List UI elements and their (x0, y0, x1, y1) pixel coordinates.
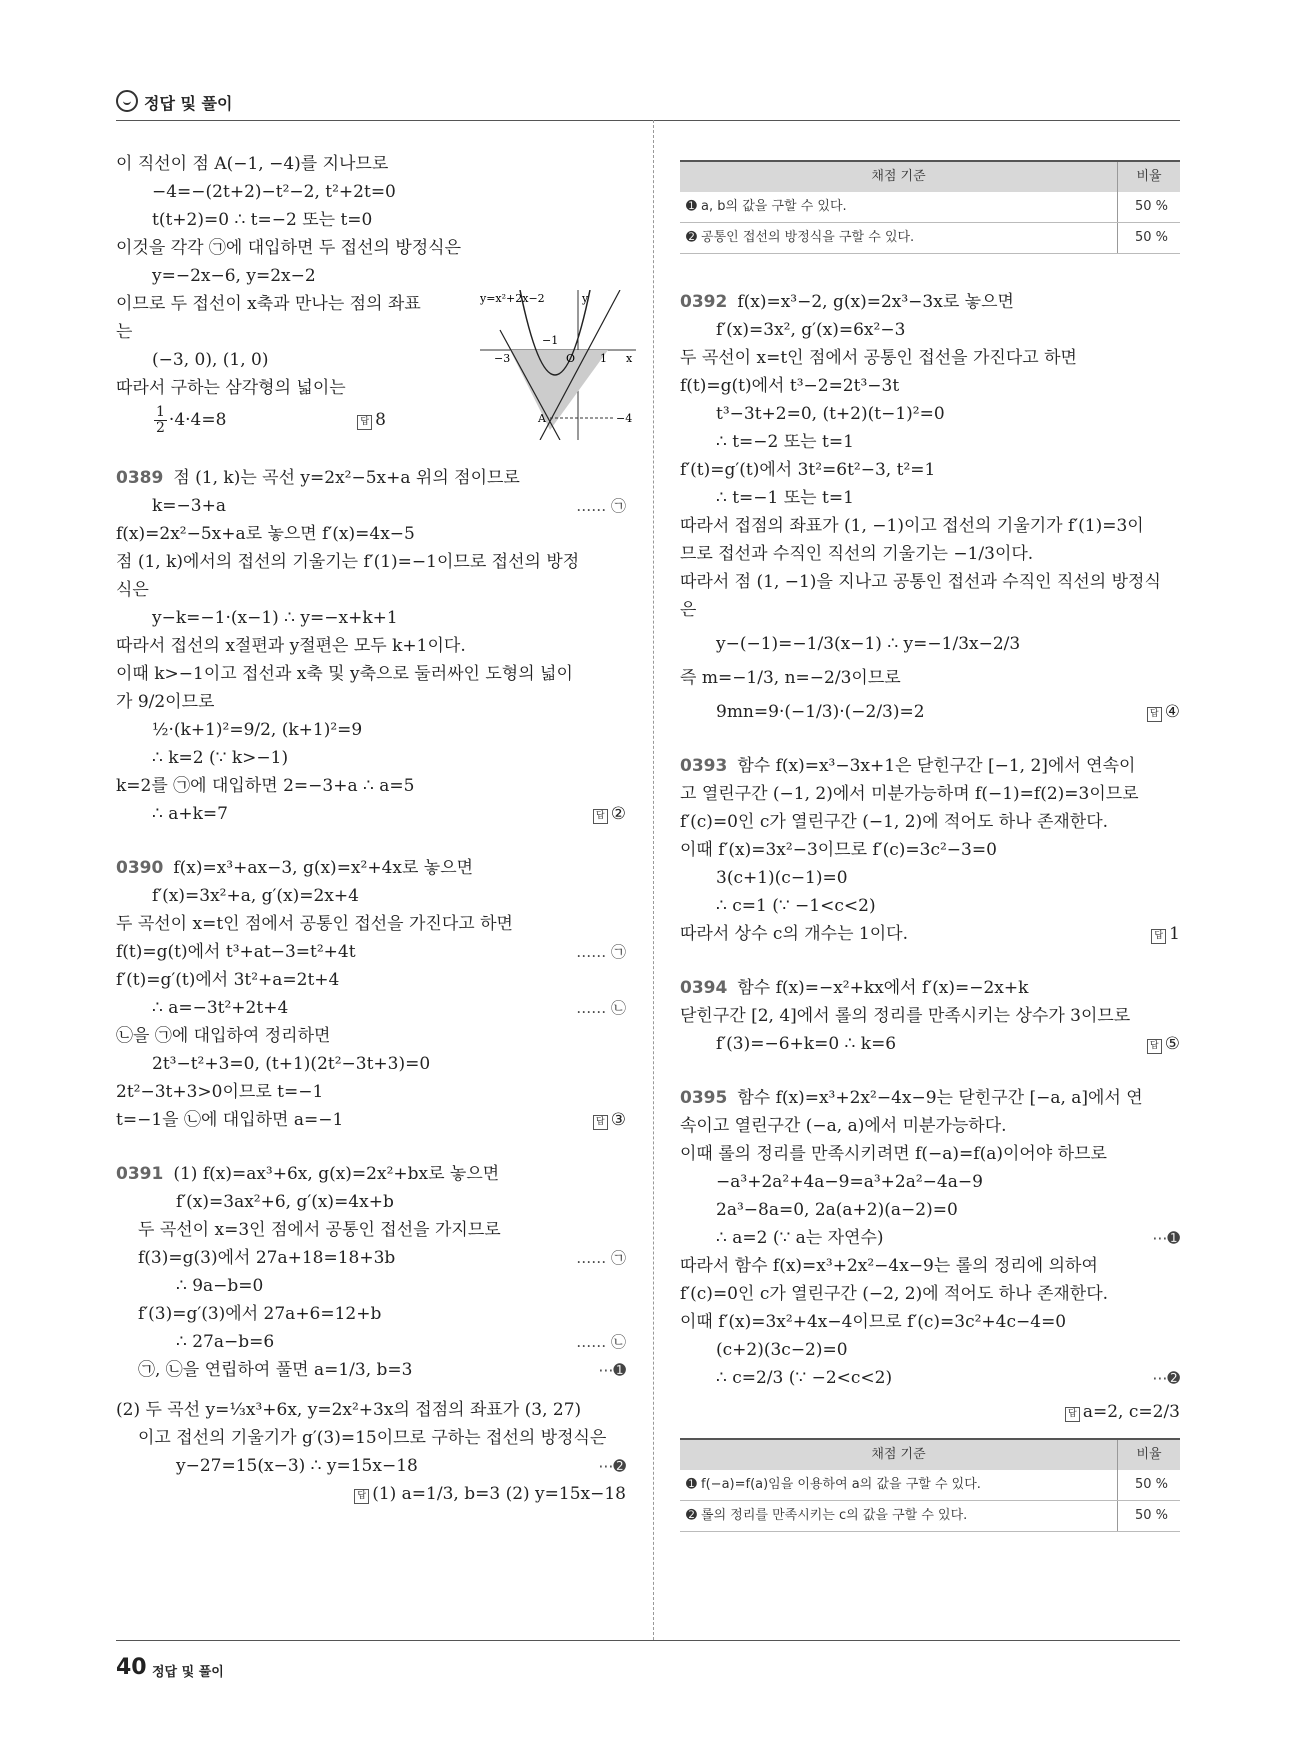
equation-marker: …… ㉠ (576, 497, 626, 515)
text-line: 2t³−t²+3=0, (t+1)(2t²−3t+3)=0 (152, 1054, 431, 1074)
table-cell: 채점 기준 (680, 161, 1118, 192)
text-span: …… ㉡ (576, 1333, 626, 1351)
footer-title: 정답 및 풀이 (152, 1665, 224, 1680)
text-span: 답 (354, 1489, 369, 1504)
text-line: y−(−1)=−1/3(x−1) ∴ y=−1/3x−2/3 (716, 634, 1021, 654)
text-span: k=−3+a (152, 496, 226, 516)
answer-text: (1) a=1/3, b=3 (2) y=15x−18 (372, 1484, 626, 1504)
text-span: 답 (1151, 929, 1166, 944)
origin-label: O (566, 352, 576, 365)
text-line: 이고 접선의 기울기가 g′(3)=15이므로 구하는 접선의 방정식은 (138, 1428, 607, 1448)
text-span: ⋯➋ (1152, 1369, 1180, 1387)
text-line: 2t²−3t+3>0이므로 t=−1 (116, 1082, 324, 1102)
text-span: …… ㉠ (576, 1249, 626, 1267)
text-line: f(t)=g(t)에서 t³−2=2t³−3t (680, 376, 900, 396)
table-row (680, 1439, 1180, 1470)
text-line: ½·(k+1)²=9/2, (k+1)²=9 (152, 720, 363, 740)
text-span: f(x)=x³−2, g(x)=2x³−3x로 놓으면 (737, 292, 1014, 312)
text-span: f(3)=g(3)에서 27a+18=18+3b (138, 1248, 396, 1268)
table-cell: ➊ f(−a)=f(a)임을 이용하여 a의 값을 구할 수 있다. (680, 1470, 1118, 1501)
table-row (680, 1470, 1180, 1501)
text-line: 이때 롤의 정리를 만족시키려면 f(−a)=f(a)이어야 하므로 (680, 1144, 1107, 1164)
text-line: ∴ t=−2 또는 t=1 (716, 432, 854, 452)
text-line (680, 1030, 1180, 1058)
problem-number: 0392 (680, 292, 728, 312)
text-line: 이때 f′(x)=3x²−3이므로 f′(c)=3c²−3=0 (680, 840, 997, 860)
text-line (116, 1452, 626, 1480)
text-line (116, 938, 626, 966)
problem-0393 (680, 752, 1180, 948)
tick-label: −1 (542, 334, 559, 347)
text-line: 3(c+1)(c−1)=0 (716, 868, 848, 888)
table-row (680, 1501, 1180, 1532)
tick-label: −4 (616, 412, 633, 425)
table-cell: 50 % (1118, 223, 1181, 254)
problem-0389 (116, 464, 626, 828)
table-cell: 50 % (1118, 192, 1181, 223)
text-span: ② (610, 804, 626, 824)
column-divider (653, 120, 654, 1640)
text-line (680, 698, 1180, 726)
answer-mark (357, 402, 386, 438)
text-line: 따라서 접점의 좌표가 (1, −1)이고 접선의 기울기가 f′(1)=3이 (680, 516, 1144, 536)
grading-table (680, 160, 1180, 254)
text-span: t=−1을 ㉡에 대입하면 a=−1 (116, 1110, 344, 1130)
mascot-icon (116, 90, 138, 112)
text-line: f(x)=2x²−5x+a로 놓으면 f′(x)=4x−5 (116, 524, 415, 544)
text-line: 이 직선이 점 A(−1, −4)를 지나므로 (116, 154, 389, 174)
page-header (116, 88, 1180, 121)
answer-mark (1151, 920, 1180, 948)
text-line: ∴ c=1 (∵ −1<c<2) (716, 896, 876, 916)
text-line: f′(x)=3ax²+6, g′(x)=4x+b (176, 1192, 394, 1212)
text-line: 점 (1, k)에서의 접선의 기울기는 f′(1)=−1이므로 접선의 방정 (116, 552, 580, 572)
text-span: ⋯➊ (598, 1361, 626, 1379)
answer-mark (593, 1106, 626, 1134)
answer-mark (593, 800, 626, 828)
text-line: f′(t)=g′(t)에서 3t²+a=2t+4 (116, 970, 340, 990)
text-line: 식은 (116, 580, 149, 600)
text-span: f(x)=x³+ax−3, g(x)=x²+4x로 놓으면 (173, 858, 474, 878)
text-span: ∴ a=2 (∵ a는 자연수) (716, 1228, 884, 1248)
table-row (680, 223, 1180, 254)
text-span: 따라서 상수 c의 개수는 1이다. (680, 924, 908, 944)
text-span: 9mn=9·(−1/3)·(−2/3)=2 (716, 702, 925, 722)
text-line (680, 1364, 1180, 1392)
text-line (116, 492, 626, 520)
table-cell: ➋ 공통인 접선의 방정식을 구할 수 있다. (680, 223, 1118, 254)
text-span: 1 (156, 404, 165, 420)
text-span: 답 (1065, 1407, 1080, 1422)
text-span: 답 (593, 809, 608, 824)
text-span: 1 (1169, 924, 1180, 944)
text-line: 이때 f′(x)=3x²+4x−4이므로 f′(c)=3c²+4c−4=0 (680, 1312, 1067, 1332)
text-line (116, 1480, 626, 1508)
text-span: 답 (357, 415, 372, 430)
text-span: ·4·4=8 (168, 410, 227, 430)
text-line: ∴ t=−1 또는 t=1 (716, 488, 854, 508)
text-line: 따라서 구하는 삼각형의 넓이는 (116, 378, 346, 398)
problem-0391 (116, 1160, 626, 1508)
text-line: t(t+2)=0 ∴ t=−2 또는 t=0 (152, 210, 373, 230)
problem-number: 0395 (680, 1088, 728, 1108)
text-line (680, 1398, 1180, 1426)
table-cell: 채점 기준 (680, 1439, 1118, 1470)
text-line (116, 1160, 626, 1188)
text-span: (1) f(x)=ax³+6x, g(x)=2x²+bx로 놓으면 (173, 1164, 500, 1184)
problem-number: 0389 (116, 468, 164, 488)
text-line: (c+2)(3c−2)=0 (716, 1340, 848, 1360)
text-span: ㉠, ㉡을 연립하여 풀면 a=1/3, b=3 (138, 1360, 413, 1380)
text-line: 는 (116, 322, 133, 342)
problem-number: 0393 (680, 756, 728, 776)
text-line: ㉡을 ㉠에 대입하여 정리하면 (116, 1026, 331, 1046)
text-line: 따라서 함수 f(x)=x³+2x²−4x−9는 롤의 정리에 의하여 (680, 1256, 1098, 1276)
answer-mark (1147, 698, 1180, 726)
text-span: 답 (593, 1115, 608, 1130)
text-line (680, 288, 1180, 316)
table-cell: ➋ 롤의 정리를 만족시키는 c의 값을 구할 수 있다. (680, 1501, 1118, 1532)
text-line: 닫힌구간 [2, 4]에서 롤의 정리를 만족시키는 상수가 3이므로 (680, 1006, 1131, 1026)
table-row (680, 161, 1180, 192)
text-line: ∴ k=2 (∵ k>−1) (152, 748, 289, 768)
problem-0390 (116, 854, 626, 1134)
text-line: 즉 m=−1/3, n=−2/3이므로 (680, 668, 901, 688)
text-line (116, 464, 626, 492)
text-line (116, 800, 626, 828)
text-span: ⋯➋ (598, 1457, 626, 1475)
shaded-triangle (510, 350, 608, 430)
text-line (680, 920, 1180, 948)
text-line: −a³+2a²+4a−9=a³+2a²−4a−9 (716, 1172, 983, 1192)
text-span: 답 (1147, 707, 1162, 722)
text-span: ③ (610, 1110, 626, 1130)
problem-number: 0391 (116, 1164, 164, 1184)
curve-label: y=x²+2x−2 (480, 292, 545, 305)
text-line: f′(3)=g′(3)에서 27a+6=12+b (138, 1304, 382, 1324)
answer-text: a=2, c=2/3 (1082, 1402, 1180, 1422)
table-cell: 50 % (1118, 1501, 1181, 1532)
point-label: A (538, 412, 546, 425)
problem-number: 0394 (680, 978, 728, 998)
text-line: 이것을 각각 ㉠에 대입하면 두 접선의 방정식은 (116, 238, 462, 258)
text-line: 두 곡선이 x=3인 점에서 공통인 접선을 가지므로 (138, 1220, 501, 1240)
table-cell: 비율 (1118, 161, 1181, 192)
text-line: y−k=−1·(x−1) ∴ y=−x+k+1 (152, 608, 398, 628)
text-line (680, 974, 1180, 1002)
table-row (680, 192, 1180, 223)
tick-label: −3 (494, 352, 511, 365)
text-span: 답 (1147, 1039, 1162, 1054)
text-line: 고 열린구간 (−1, 2)에서 미분가능하며 f(−1)=f(2)=3이므로 (680, 784, 1139, 804)
problem-number: 0390 (116, 858, 164, 878)
text-line: f′(x)=3x², g′(x)=6x²−3 (716, 320, 906, 340)
text-span: 2 (156, 420, 165, 436)
problem-0394 (680, 974, 1180, 1058)
page-header-title: 정답 및 풀이 (144, 94, 233, 113)
text-line: 이때 k>−1이고 접선과 x축 및 y축으로 둘러싸인 도형의 넓이 (116, 664, 573, 684)
text-line (680, 1224, 1180, 1252)
text-span: ⋯➊ (1152, 1229, 1180, 1247)
tick-label: 1 (600, 352, 607, 365)
text-line: ∴ 9a−b=0 (176, 1276, 264, 1296)
text-span: 함수 f(x)=x³+2x²−4x−9는 닫힌구간 [−a, a]에서 연 (737, 1088, 1143, 1108)
text-line (116, 1244, 626, 1272)
y-axis-label: y (582, 292, 589, 305)
text-line: f′(c)=0인 c가 열린구간 (−2, 2)에 적어도 하나 존재한다. (680, 1284, 1109, 1304)
text-line: k=2를 ㉠에 대입하면 2=−3+a ∴ a=5 (116, 776, 415, 796)
text-span: ∴ a=−3t²+2t+4 (152, 998, 289, 1018)
table-cell: 50 % (1118, 1470, 1181, 1501)
text-line: 이므로 두 접선이 x축과 만나는 점의 좌표 (116, 294, 421, 314)
text-line: 2a³−8a=0, 2a(a+2)(a−2)=0 (716, 1200, 958, 1220)
text-line: 속이고 열린구간 (−a, a)에서 미분가능하다. (680, 1116, 1007, 1136)
text-line (116, 1328, 626, 1356)
text-line: (−3, 0), (1, 0) (152, 350, 269, 370)
text-line: −4=−(2t+2)−t²−2, t²+2t=0 (152, 182, 396, 202)
text-line: 두 곡선이 x=t인 점에서 공통인 접선을 가진다고 하면 (116, 914, 513, 934)
parabola-graph (480, 290, 636, 440)
text-line: 따라서 접선의 x절편과 y절편은 모두 k+1이다. (116, 636, 466, 656)
text-line (680, 1084, 1180, 1112)
text-line: (2) 두 곡선 y=⅓x³+6x, y=2x²+3x의 접점의 좌표가 (3, 27) (116, 1400, 582, 1420)
text-line: y=−2x−6, y=2x−2 (152, 266, 316, 286)
text-span: 점 (1, k)는 곡선 y=2x²−5x+a 위의 점이므로 (173, 468, 520, 488)
x-axis-label: x (626, 352, 633, 365)
fraction (154, 405, 167, 436)
text-line (116, 854, 626, 882)
text-span: …… ㉠ (576, 943, 626, 961)
text-line (116, 994, 626, 1022)
text-span: ④ (1164, 702, 1180, 722)
text-span: ∴ c=2/3 (∵ −2<c<2) (716, 1368, 893, 1388)
text-line: f′(x)=3x²+a, g′(x)=2x+4 (152, 886, 359, 906)
table-cell: 비율 (1118, 1439, 1181, 1470)
text-span: ⑤ (1164, 1034, 1180, 1054)
text-span: 함수 f(x)=x³−3x+1은 닫힌구간 [−1, 2]에서 연속이 (737, 756, 1136, 776)
grading-table (680, 1438, 1180, 1532)
right-column (680, 160, 1180, 1532)
text-line (116, 1106, 626, 1134)
text-line (680, 752, 1180, 780)
text-span: y−27=15(x−3) ∴ y=15x−18 (176, 1456, 418, 1476)
text-line: f′(t)=g′(t)에서 3t²=6t²−3, t²=1 (680, 460, 936, 480)
text-span: 함수 f(x)=−x²+kx에서 f′(x)=−2x+k (737, 978, 1029, 998)
text-line: 므로 접선과 수직인 직선의 기울기는 −1/3이다. (680, 544, 1034, 564)
answer-mark (1147, 1030, 1180, 1058)
page-footer (116, 1640, 1180, 1681)
text-span: 8 (375, 410, 386, 430)
text-line: 따라서 점 (1, −1)을 지나고 공통인 접선과 수직인 직선의 방정식 (680, 572, 1161, 592)
text-span: …… ㉡ (576, 999, 626, 1017)
text-span: ∴ a+k=7 (152, 804, 228, 824)
text-line: t³−3t+2=0, (t+2)(t−1)²=0 (716, 404, 945, 424)
text-line: 은 (680, 600, 697, 620)
text-line: 가 9/2이므로 (116, 692, 215, 712)
problem-0392 (680, 288, 1180, 726)
text-line (116, 1356, 626, 1384)
text-span: f′(3)=−6+k=0 ∴ k=6 (716, 1034, 897, 1054)
page-number: 40 (116, 1655, 147, 1680)
problem-0395 (680, 1084, 1180, 1426)
text-span: f(t)=g(t)에서 t³+at−3=t²+4t (116, 942, 356, 962)
table-cell: ➊ a, b의 값을 구할 수 있다. (680, 192, 1118, 223)
text-span: ∴ 27a−b=6 (176, 1332, 275, 1352)
text-line: f′(c)=0인 c가 열린구간 (−1, 2)에 적어도 하나 존재한다. (680, 812, 1109, 832)
text-line: 두 곡선이 x=t인 점에서 공통인 접선을 가진다고 하면 (680, 348, 1077, 368)
